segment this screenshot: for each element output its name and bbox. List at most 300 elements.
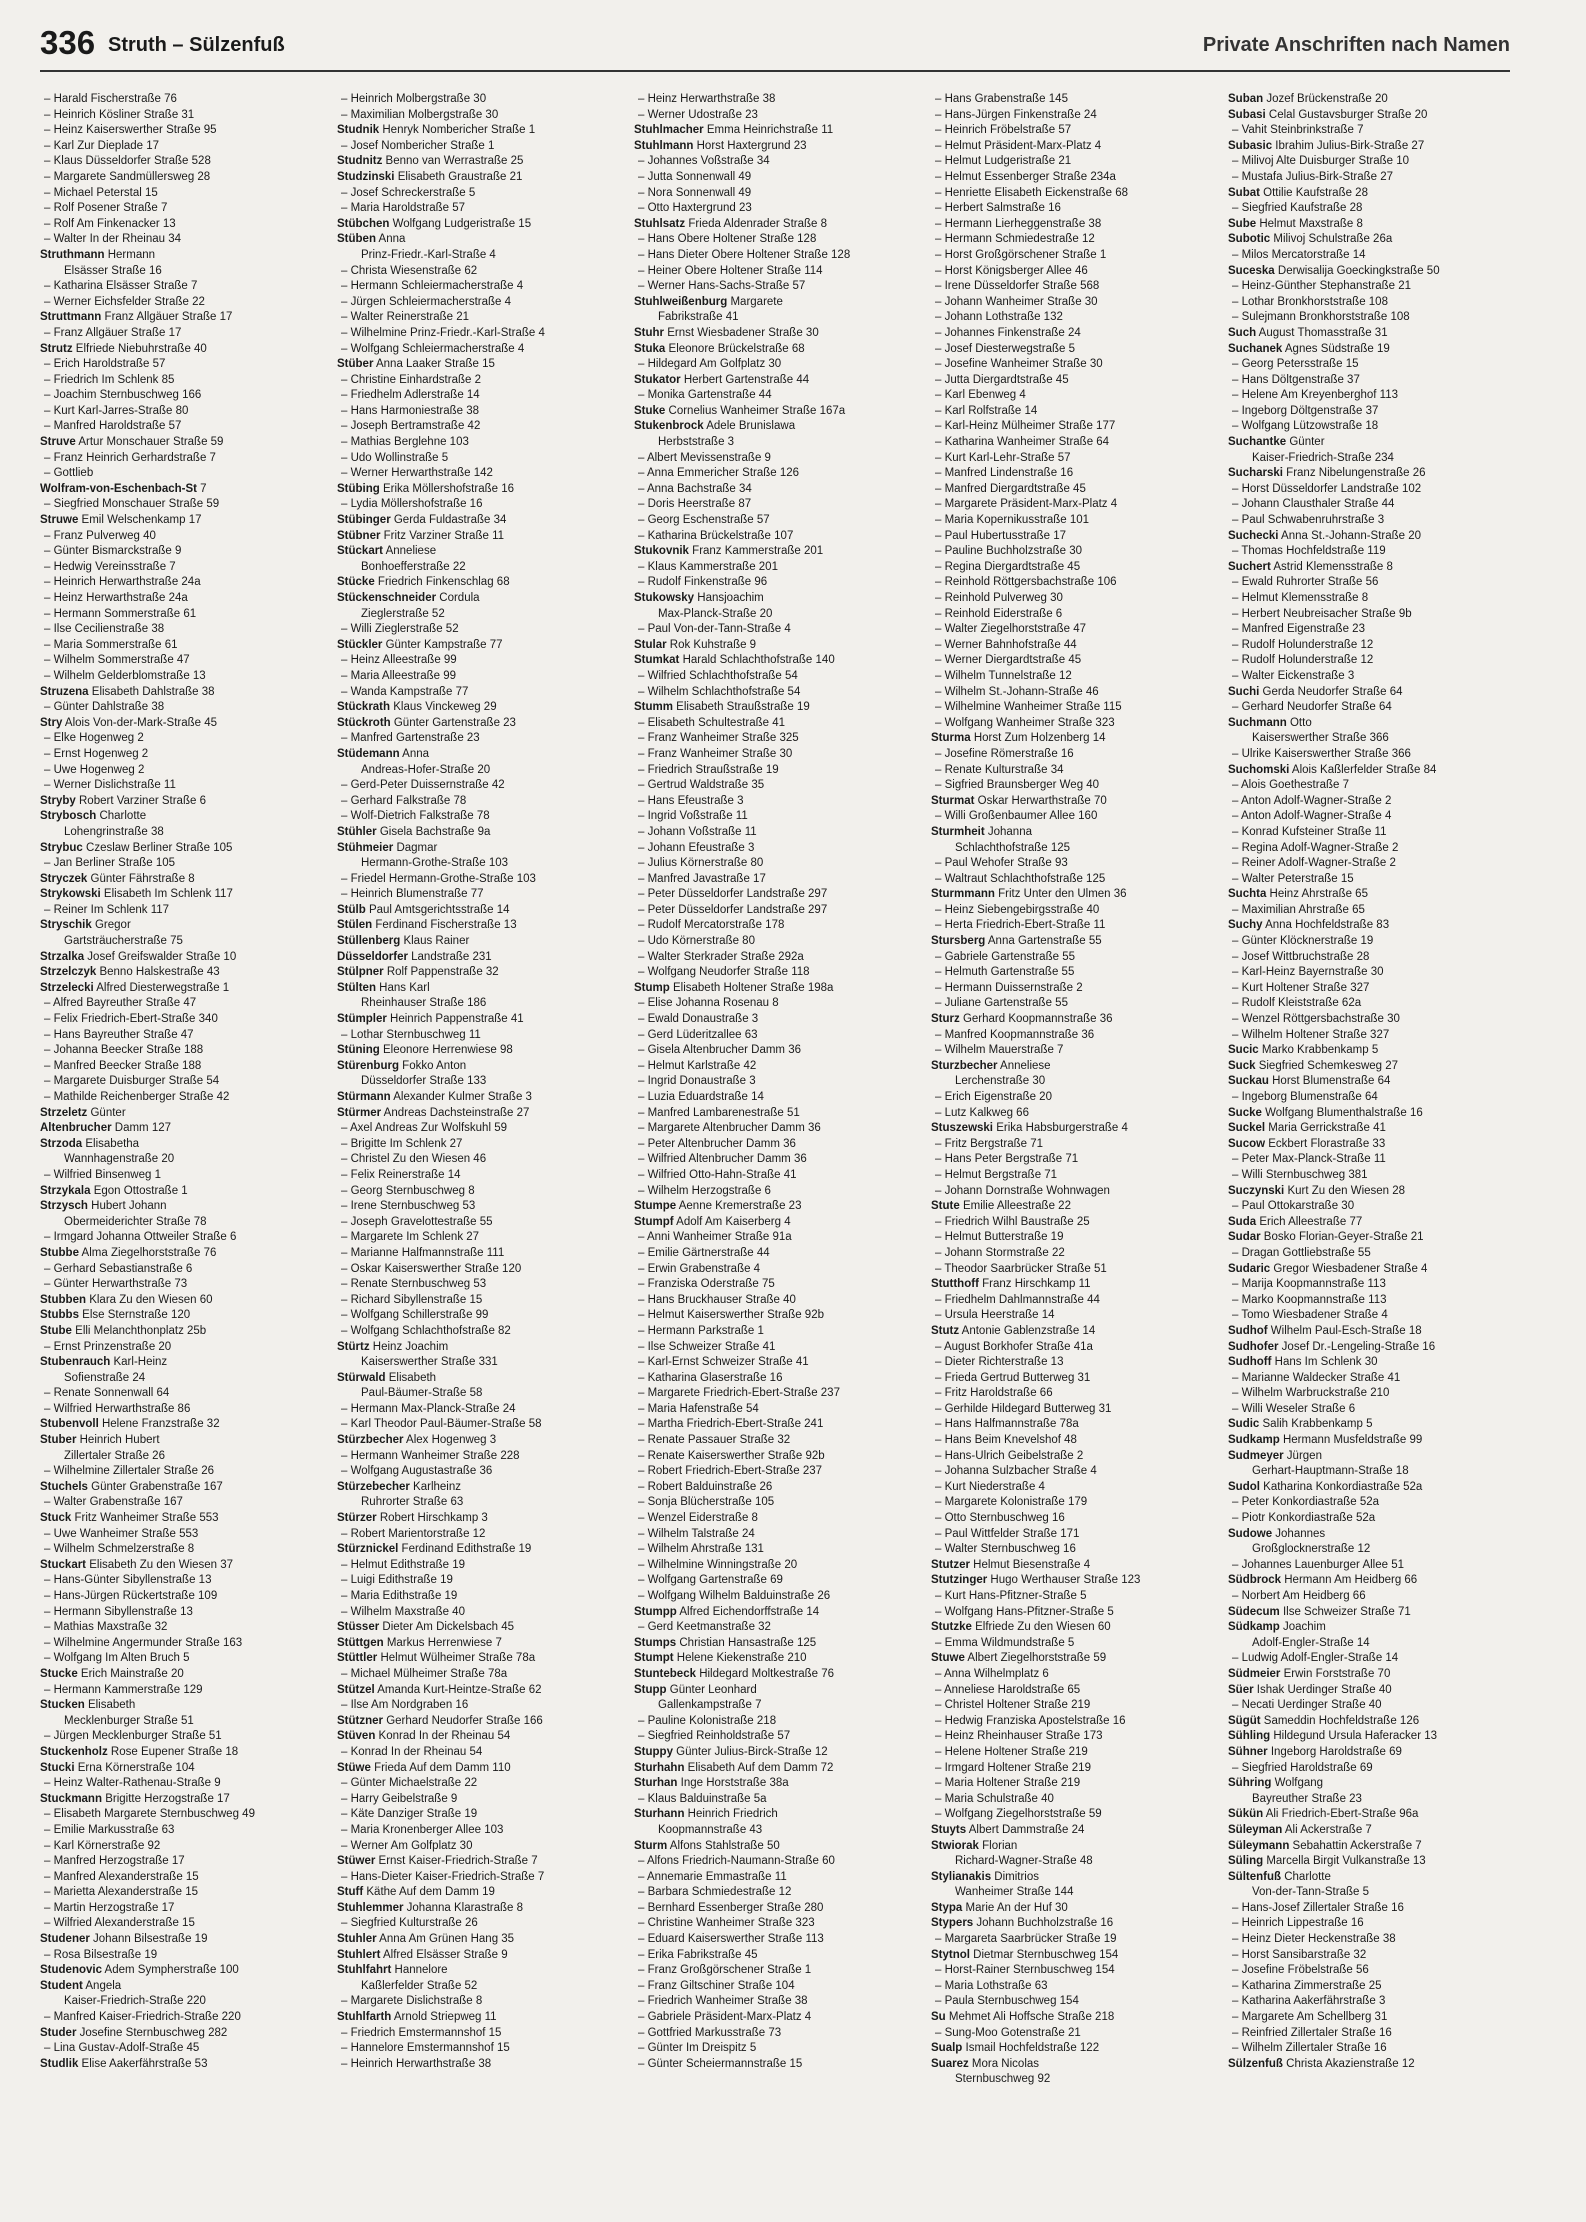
- directory-entry: – Helmut Essenberger Straße 234a: [935, 170, 1116, 183]
- directory-entry: – Mustafa Julius-Birk-Straße 27: [1232, 170, 1394, 183]
- directory-entry: Su Mehmet Ali Hoffsche Straße 218: [931, 2011, 1115, 2024]
- directory-entry: – Paul Schwabenruhrstraße 3: [1232, 514, 1385, 527]
- directory-entry: Stückroth Günter Gartenstraße 23: [337, 716, 516, 729]
- directory-entry: – Martin Herzogstraße 17: [44, 1901, 175, 1914]
- directory-entry: Stuckenholz Rose Eupener Straße 18: [40, 1745, 239, 1758]
- directory-entry: Sudic Salih Krabbenkamp 5: [1228, 1418, 1373, 1431]
- directory-entry: Stübing Erika Möllershofstraße 16: [337, 482, 515, 495]
- directory-entry: Stuhlmacher Emma Heinrichstraße 11: [634, 124, 834, 137]
- directory-entry: – Günter Scheiermannstraße 15: [638, 2057, 803, 2070]
- directory-entry: – Vahit Steinbrinkstraße 7: [1232, 124, 1364, 137]
- directory-entry: – Heinz Siebengebirgsstraße 40: [935, 903, 1100, 916]
- directory-entry: Lerchenstraße 30: [955, 1075, 1046, 1088]
- directory-entry: – Karl Theodor Paul-Bäumer-Straße 58: [341, 1418, 542, 1431]
- directory-entry: – Konrad Kufsteiner Straße 11: [1232, 825, 1387, 838]
- directory-entry: – Walter Reinerstraße 21: [341, 311, 470, 324]
- directory-entry: – Walter Eickenstraße 3: [1232, 669, 1355, 682]
- directory-entry: Bonhoefferstraße 22: [361, 560, 466, 573]
- directory-entry: – Wilhelm Mauerstraße 7: [935, 1044, 1064, 1057]
- directory-entry: Gartsträucherstraße 75: [64, 935, 183, 948]
- directory-entry: Suda Erich Alleestraße 77: [1228, 1215, 1363, 1228]
- directory-entry: Stuhlweißenburg Margarete: [634, 295, 783, 308]
- directory-entry: – Norbert Am Heidberg 66: [1232, 1590, 1366, 1602]
- directory-entry: Stumpp Alfred Eichendorffstraße 14: [634, 1605, 820, 1618]
- directory-entry: – Reiner Im Schlenk 117: [44, 903, 170, 916]
- directory-entry: Altenbrucher Damm 127: [40, 1122, 172, 1135]
- directory-entry: – Hans-Dieter Kaiser-Friedrich-Straße 7: [341, 1870, 545, 1883]
- directory-entry: – Doris Heerstraße 87: [638, 498, 752, 511]
- directory-entry: – Wanda Kampstraße 77: [341, 685, 469, 698]
- directory-entry: – Renate Sonnenwall 64: [44, 1387, 170, 1400]
- directory-entry: – Heinz Alleestraße 99: [341, 654, 457, 667]
- directory-entry: – Josefine Fröbelstraße 56: [1232, 1964, 1369, 1977]
- directory-entry: Stuke Cornelius Wanheimer Straße 167a: [634, 404, 846, 417]
- directory-entry: – Wolfgang Schleiermacherstraße 4: [341, 342, 525, 355]
- directory-entry: – Paul Von-der-Tann-Straße 4: [638, 623, 791, 636]
- directory-entry: – Piotr Konkordiastraße 52a: [1232, 1512, 1376, 1525]
- directory-entry: – Ilse Cecilienstraße 38: [44, 623, 165, 636]
- directory-entry: – Joachim Sternbuschweg 166: [44, 389, 202, 402]
- directory-entry: – Siegfried Kulturstraße 26: [341, 1917, 478, 1930]
- directory-entry: Sturhan Inge Horststraße 38a: [634, 1777, 789, 1790]
- directory-entry: – Hermann Parkstraße 1: [638, 1324, 764, 1337]
- directory-entry: Sube Helmut Maxstraße 8: [1228, 217, 1363, 230]
- directory-entry: Stürzer Robert Hirschkamp 3: [337, 1512, 488, 1525]
- directory-entry: – Gertrud Waldstraße 35: [638, 779, 765, 792]
- directory-entry: – Manfred Alexanderstraße 15: [44, 1870, 199, 1883]
- directory-entry: – Gerd Keetmanstraße 32: [638, 1621, 771, 1634]
- directory-entry: Stumpe Aenne Kremerstraße 23: [634, 1200, 802, 1213]
- directory-entry: – Ingrid Donaustraße 3: [638, 1075, 756, 1088]
- directory-entry: Stucke Erich Mainstraße 20: [40, 1667, 184, 1680]
- directory-entry: – Wilhelmine Winningstraße 20: [638, 1558, 798, 1571]
- directory-entry: – Marko Koopmannstraße 113: [1232, 1293, 1387, 1306]
- directory-entry: – Maria Edithstraße 19: [341, 1590, 458, 1602]
- directory-entry: – Paul Wittfelder Straße 171: [935, 1527, 1080, 1540]
- directory-entry: Subat Ottilie Kaufstraße 28: [1228, 186, 1368, 199]
- directory-entry: – Annemarie Emmastraße 11: [638, 1870, 787, 1883]
- directory-entry: – Pauline Kolonistraße 218: [638, 1714, 777, 1727]
- directory-entry: – Jürgen Schleiermacherstraße 4: [341, 295, 512, 308]
- directory-entry: Stübchen Wolfgang Ludgeristraße 15: [337, 217, 532, 230]
- directory-entry: – Josef Schreckerstraße 5: [341, 186, 476, 199]
- directory-entry: Stürtz Heinz Joachim: [337, 1340, 449, 1353]
- directory-entry: – Harald Fischerstraße 76: [44, 93, 177, 105]
- directory-entry: – Irene Düsseldorfer Straße 568: [935, 280, 1100, 293]
- directory-entry: – Manfred Gartenstraße 23: [341, 732, 480, 745]
- directory-entry: – Elise Johanna Rosenau 8: [638, 997, 779, 1010]
- directory-entry: Südkamp Joachim: [1228, 1621, 1326, 1634]
- directory-entry: – Reiner Adolf-Wagner-Straße 2: [1232, 857, 1396, 870]
- directory-entry: Sügüt Sameddin Hochfeldstraße 126: [1228, 1714, 1420, 1727]
- directory-entry: Stuckart Elisabeth Zu den Wiesen 37: [40, 1558, 234, 1571]
- directory-entry: – Walter Ziegelhorststraße 47: [935, 623, 1087, 636]
- directory-entry: – Franz Heinrich Gerhardstraße 7: [44, 451, 216, 464]
- directory-entry: Struttmann Franz Allgäuer Straße 17: [40, 311, 233, 324]
- directory-entry: – Heinz Dieter Heckenstraße 38: [1232, 1933, 1396, 1946]
- directory-entry: Stumm Elisabeth Straußstraße 19: [634, 701, 810, 714]
- directory-entry: – Hermann Duissernstraße 2: [935, 981, 1083, 994]
- directory-entry: – Helmut Ludgeristraße 21: [935, 155, 1072, 168]
- column-1: [40, 92, 337, 2192]
- directory-entry: – August Borkhofer Straße 41a: [935, 1340, 1093, 1353]
- directory-entry: – Ludwig Adolf-Engler-Straße 14: [1232, 1652, 1399, 1665]
- directory-entry: – Hans Beim Knevelshof 48: [935, 1434, 1077, 1447]
- directory-entry: Suarez Mora Nicolas: [931, 2057, 1040, 2070]
- directory-entry: – Gerd Lüderitzallee 63: [638, 1028, 758, 1041]
- directory-entry: – Rudolf Holunderstraße 12: [1232, 638, 1374, 651]
- directory-entry: – Friedhelm Dahlmannstraße 44: [935, 1293, 1100, 1306]
- directory-entry: – Hans Halfmannstraße 78a: [935, 1418, 1079, 1431]
- directory-entry: – Wolfgang Hans-Pfitzner-Straße 5: [935, 1605, 1114, 1618]
- directory-entry: – Heinrich Lippestraße 16: [1232, 1917, 1364, 1930]
- directory-entry: – Marianne Waldecker Straße 41: [1232, 1371, 1401, 1384]
- directory-entry: Wanheimer Straße 144: [955, 1886, 1074, 1899]
- directory-entry: – Harry Geibelstraße 9: [341, 1792, 458, 1805]
- directory-entry: – Karl-Heinz Bayernstraße 30: [1232, 966, 1384, 979]
- directory-entry: – Katharina Zimmerstraße 25: [1232, 1979, 1382, 1992]
- directory-entry: Stukator Herbert Gartenstraße 44: [634, 373, 810, 386]
- directory-entry: – Hedwig Vereinsstraße 7: [44, 560, 176, 573]
- directory-entry: – Manfred Haroldstraße 57: [44, 420, 182, 433]
- directory-entry: – Karl Ebenweg 4: [935, 389, 1026, 402]
- directory-entry: – Rudolf Holunderstraße 12: [1232, 654, 1374, 667]
- directory-entry: – Erich Haroldstraße 57: [44, 358, 166, 371]
- directory-entry: – Alfons Friedrich-Naumann-Straße 60: [638, 1855, 835, 1868]
- directory-entry: – Walter Grabenstraße 167: [44, 1496, 183, 1509]
- directory-entry: – Elke Hogenweg 2: [44, 732, 144, 745]
- directory-entry: – Wilhelm Warbruckstraße 210: [1232, 1387, 1390, 1400]
- directory-entry: – Johann Dornstraße Wohnwagen: [935, 1184, 1110, 1197]
- directory-entry: – Wilfried Altenbrucher Damm 36: [638, 1153, 807, 1166]
- directory-entry: – Barbara Schmiedestraße 12: [638, 1886, 792, 1899]
- directory-entry: Stubben Klara Zu den Wiesen 60: [40, 1293, 213, 1306]
- directory-entry: – Siegfried Kaufstraße 28: [1232, 202, 1363, 215]
- directory-entry: Sültenfuß Charlotte: [1228, 1870, 1331, 1883]
- directory-entry: Sternbuschweg 92: [955, 2073, 1051, 2086]
- directory-entry: – Peter Altenbrucher Damm 36: [638, 1137, 796, 1150]
- directory-entry: – Wolfgang Im Alten Bruch 5: [44, 1652, 190, 1665]
- directory-entry: Sturmat Oskar Herwarthstraße 70: [931, 794, 1107, 807]
- directory-entry: Suban Jozef Brückenstraße 20: [1228, 93, 1388, 105]
- directory-entry: – Lutz Kalkweg 66: [935, 1106, 1029, 1119]
- directory-entry: – Karl Rolfstraße 14: [935, 404, 1038, 417]
- directory-entry: Stüber Anna Laaker Straße 15: [337, 358, 495, 371]
- directory-entry: Struzena Elisabeth Dahlstraße 38: [40, 685, 215, 698]
- directory-entry: – Wilfried Binsenweg 1: [44, 1168, 161, 1181]
- column-5: [1228, 92, 1525, 2192]
- directory-entry: – Georg Petersstraße 15: [1232, 358, 1359, 371]
- directory-entry: – Herta Friedrich-Ebert-Straße 11: [935, 919, 1106, 932]
- directory-entry: Stürenburg Fokko Anton: [337, 1059, 467, 1072]
- directory-entry: Stubbe Alma Ziegelhorststraße 76: [40, 1246, 217, 1259]
- directory-entry: – Rolf Am Finkenacker 13: [44, 217, 176, 230]
- directory-entry: – Maria Haroldstraße 57: [341, 202, 465, 215]
- directory-entry: Wolfram-von-Eschenbach-St 7: [40, 482, 207, 495]
- directory-entry: – Rudolf Mercatorstraße 178: [638, 919, 785, 932]
- directory-entry: Stuyts Albert Dammstraße 24: [931, 1823, 1085, 1836]
- directory-entry: – Kurt Karl-Lehr-Straße 57: [935, 451, 1071, 464]
- directory-entry: Stürmer Andreas Dachsteinstraße 27: [337, 1106, 530, 1119]
- directory-entry: Stürznickel Ferdinand Edithstraße 19: [337, 1543, 532, 1556]
- directory-entry: Sucic Marko Krabbenkamp 5: [1228, 1044, 1379, 1057]
- directory-entry: Strybuc Czeslaw Berliner Straße 105: [40, 841, 233, 854]
- directory-entry: – Johann Voßstraße 11: [638, 825, 757, 838]
- directory-entry: Stuhlemmer Johanna Klarastraße 8: [337, 1901, 524, 1914]
- directory-entry: – Ewald Donaustraße 3: [638, 1013, 759, 1026]
- directory-entry: – Regina Diergardtstraße 45: [935, 560, 1081, 573]
- directory-entry: – Johanna Sulzbacher Straße 4: [935, 1465, 1097, 1478]
- directory-entry: – Jutta Diergardtstraße 45: [935, 373, 1069, 386]
- directory-entry: – Franz Großgörschener Straße 1: [638, 1964, 812, 1977]
- directory-columns: [40, 92, 1525, 2192]
- directory-entry: – Emma Wildmundstraße 5: [935, 1636, 1075, 1649]
- directory-entry: – Johanna Beecker Straße 188: [44, 1044, 204, 1057]
- directory-entry: – Wilhelm Maxstraße 40: [341, 1605, 465, 1618]
- directory-entry: – Werner Eichsfelder Straße 22: [44, 295, 205, 308]
- directory-entry: – Wilhelmine Wanheimer Straße 115: [935, 701, 1122, 714]
- directory-entry: – Renate Kaiserswerther Straße 92b: [638, 1449, 825, 1462]
- directory-entry: – Günter Bismarckstraße 9: [44, 545, 182, 558]
- directory-entry: – Heiner Obere Holtener Straße 114: [638, 264, 823, 277]
- directory-entry: Sturma Horst Zum Holzenberg 14: [931, 732, 1106, 745]
- directory-entry: – Josefine Römerstraße 16: [935, 747, 1074, 760]
- directory-entry: Stute Emilie Alleestraße 22: [931, 1200, 1071, 1213]
- directory-entry: Strzalka Josef Greifswalder Straße 10: [40, 950, 237, 963]
- directory-entry: Stry Alois Von-der-Mark-Straße 45: [40, 716, 218, 729]
- directory-entry: Düsseldorfer Landstraße 231: [337, 950, 492, 963]
- directory-entry: – Maria Lothstraße 63: [935, 1979, 1048, 1992]
- directory-entry: – Peter Max-Planck-Straße 11: [1232, 1153, 1386, 1166]
- directory-entry: – Henriette Elisabeth Eickenstraße 68: [935, 186, 1129, 199]
- directory-entry: – Wenzel Eiderstraße 8: [638, 1512, 758, 1525]
- directory-entry: – Karl-Ernst Schweizer Straße 41: [638, 1356, 809, 1369]
- directory-entry: Stutz Antonie Gablenzstraße 14: [931, 1324, 1096, 1337]
- directory-entry: – Gottfried Markusstraße 73: [638, 2026, 782, 2039]
- directory-entry: Stückenschneider Cordula: [337, 592, 480, 604]
- directory-entry: – Marietta Alexanderstraße 15: [44, 1886, 199, 1899]
- directory-entry: – Irmgard Johanna Ottweiler Straße 6: [44, 1231, 237, 1244]
- directory-entry: Stucki Erna Körnerstraße 104: [40, 1761, 195, 1774]
- directory-entry: – Hermann Kammerstraße 129: [44, 1683, 203, 1696]
- directory-entry: – Heinz Walter-Rathenau-Straße 9: [44, 1777, 221, 1790]
- directory-entry: – Wilhelm Ahrstraße 131: [638, 1543, 764, 1556]
- directory-entry: – Emilie Markusstraße 63: [44, 1823, 175, 1836]
- directory-entry: – Wilhelmine Angermunder Straße 163: [44, 1636, 243, 1649]
- directory-entry: – Anton Adolf-Wagner-Straße 2: [1232, 794, 1392, 807]
- directory-entry: – Hans Obere Holtener Straße 128: [638, 233, 817, 246]
- directory-entry: – Fritz Bergstraße 71: [935, 1137, 1044, 1150]
- directory-entry: Strzelecki Alfred Diesterwegstraße 1: [40, 981, 230, 994]
- directory-entry: Suchert Astrid Klemensstraße 8: [1228, 560, 1393, 573]
- directory-entry: Strzoda Elisabetha: [40, 1137, 140, 1150]
- directory-entry: – Kurt Karl-Jarres-Straße 80: [44, 404, 189, 417]
- column-4: [931, 92, 1228, 2192]
- directory-entry: – Katharina Glaserstraße 16: [638, 1371, 783, 1384]
- directory-entry: – Helmut Bergstraße 71: [935, 1168, 1058, 1181]
- directory-entry: – Robert Marientorstraße 12: [341, 1527, 486, 1540]
- directory-entry: Süer Ishak Uerdinger Straße 40: [1228, 1683, 1392, 1696]
- directory-entry: – Pauline Buchholzstraße 30: [935, 545, 1083, 558]
- directory-entry: Struwe Emil Welschenkamp 17: [40, 514, 202, 527]
- directory-entry: – Wilhelm Tunnelstraße 12: [935, 669, 1072, 682]
- directory-entry: – Wilhelm Talstraße 24: [638, 1527, 755, 1540]
- directory-entry: Andreas-Hofer-Straße 20: [361, 763, 491, 776]
- directory-entry: Sucow Eckbert Florastraße 33: [1228, 1137, 1386, 1150]
- directory-entry: – Johann Efeustraße 3: [638, 841, 755, 854]
- directory-entry: – Alois Goethestraße 7: [1232, 779, 1349, 792]
- directory-entry: Stubenvoll Helene Franzstraße 32: [40, 1418, 220, 1431]
- directory-entry: – Milos Mercatorstraße 14: [1232, 248, 1366, 261]
- directory-entry: – Willi Großenbaumer Allee 160: [935, 810, 1098, 823]
- directory-entry: Stuhlfarth Arnold Striepweg 11: [337, 2011, 497, 2024]
- directory-entry: – Mathilde Reichenberger Straße 42: [44, 1091, 230, 1103]
- directory-entry: – Irene Sternbuschweg 53: [341, 1200, 476, 1213]
- directory-entry: – Günter Im Dreispitz 5: [638, 2042, 757, 2055]
- directory-entry: – Paul Ottokarstraße 30: [1232, 1200, 1355, 1213]
- directory-entry: – Friedrich Straußstraße 19: [638, 763, 779, 776]
- directory-entry: Suckel Maria Gerrickstraße 41: [1228, 1122, 1386, 1135]
- directory-entry: – Hans-Ulrich Geibelstraße 2: [935, 1449, 1084, 1462]
- directory-entry: – Horst Königsberger Allee 46: [935, 264, 1088, 277]
- directory-entry: – Siegfried Monschauer Straße 59: [44, 498, 220, 511]
- directory-entry: Suceska Derwisalija Goeckingkstraße 50: [1228, 264, 1440, 277]
- directory-entry: – Manfred Lindenstraße 16: [935, 467, 1074, 480]
- directory-entry: Stuhler Anna Am Grünen Hang 35: [337, 1933, 515, 1946]
- directory-entry: Stuchels Günter Grabenstraße 167: [40, 1480, 223, 1493]
- directory-entry: – Maria Hafenstraße 54: [638, 1402, 759, 1415]
- directory-entry: – Marianne Halfmannstraße 111: [341, 1246, 505, 1259]
- directory-entry: – Reinhold Eiderstraße 6: [935, 607, 1063, 620]
- directory-entry: Student Angela: [40, 1979, 122, 1992]
- directory-entry: – Anneliese Haroldstraße 65: [935, 1683, 1081, 1696]
- directory-entry: – Wolfgang Lützowstraße 18: [1232, 420, 1379, 433]
- directory-entry: Stryby Robert Varziner Straße 6: [40, 794, 206, 807]
- directory-entry: Stubenrauch Karl-Heinz: [40, 1356, 168, 1369]
- directory-entry: – Wolfgang Schillerstraße 99: [341, 1309, 489, 1322]
- directory-entry: – Manfred Javastraße 17: [638, 872, 766, 885]
- directory-entry: – Joseph Gravelottestraße 55: [341, 1215, 493, 1228]
- directory-entry: – Werner Dislichstraße 11: [44, 779, 176, 792]
- directory-entry: Rheinhauser Straße 186: [361, 997, 487, 1010]
- directory-entry: – Jan Berliner Straße 105: [44, 857, 176, 870]
- directory-entry: – Werner Am Golfplatz 30: [341, 1839, 473, 1852]
- page-header: [40, 22, 1510, 72]
- directory-entry: – Heinrich Molbergstraße 30: [341, 93, 487, 105]
- directory-entry: – Katharina Wanheimer Straße 64: [935, 436, 1110, 449]
- directory-entry: – Milivoj Alte Duisburger Straße 10: [1232, 155, 1410, 168]
- directory-entry: – Frieda Gertrud Butterweg 31: [935, 1371, 1091, 1384]
- directory-entry: – Maximilian Molbergstraße 30: [341, 108, 499, 121]
- directory-entry: Kaiserswerther Straße 331: [361, 1356, 498, 1369]
- directory-entry: – Fritz Haroldstraße 66: [935, 1387, 1053, 1400]
- directory-entry: Sükün Ali Friedrich-Ebert-Straße 96a: [1228, 1808, 1419, 1821]
- directory-entry: – Wenzel Röttgersbachstraße 30: [1232, 1013, 1400, 1026]
- directory-entry: Stumkat Harald Schlachthofstraße 140: [634, 654, 835, 667]
- directory-entry: – Helmut Edithstraße 19: [341, 1558, 466, 1571]
- directory-entry: Sudkamp Hermann Musfeldstraße 99: [1228, 1434, 1423, 1447]
- directory-entry: Paul-Bäumer-Straße 58: [361, 1387, 483, 1400]
- directory-entry: – Josef Diesterwegstraße 5: [935, 342, 1075, 355]
- directory-entry: – Wilhelm Zillertaler Straße 16: [1232, 2042, 1387, 2055]
- directory-entry: Stückart Anneliese: [337, 545, 437, 558]
- directory-entry: Stützner Gerhard Neudorfer Straße 166: [337, 1714, 543, 1727]
- directory-entry: – Jutta Sonnenwall 49: [638, 170, 752, 183]
- directory-entry: – Kurt Niederstraße 4: [935, 1480, 1045, 1493]
- directory-entry: – Hans Döltgenstraße 37: [1232, 373, 1360, 386]
- directory-entry: Stryschik Gregor: [40, 919, 131, 932]
- directory-entry: – Katharina Brückelstraße 107: [638, 529, 794, 542]
- directory-entry: – Hans Peter Bergstraße 71: [935, 1153, 1079, 1166]
- directory-entry: – Wilhelmine Prinz-Friedr.-Karl-Straße 4: [341, 326, 545, 339]
- directory-entry: – Helmut Präsident-Marx-Platz 4: [935, 139, 1102, 152]
- directory-entry: Stukenbrock Adele Brunislawa: [634, 420, 796, 433]
- directory-entry: Stube Elli Melanchthonplatz 25b: [40, 1324, 207, 1337]
- directory-entry: Stumpt Helene Kiekenstraße 210: [634, 1652, 807, 1665]
- directory-entry: – Anton Adolf-Wagner-Straße 4: [1232, 810, 1392, 823]
- directory-entry: Sudhof Wilhelm Paul-Esch-Straße 18: [1228, 1324, 1422, 1337]
- directory-entry: – Karl-Heinz Mülheimer Straße 177: [935, 420, 1116, 433]
- directory-entry: – Michael Mülheimer Straße 78a: [341, 1667, 508, 1680]
- directory-entry: – Wilhelm Holtener Straße 327: [1232, 1028, 1390, 1041]
- directory-entry: – Franz Pulverweg 40: [44, 529, 156, 542]
- directory-entry: Stücke Friedrich Finkenschlag 68: [337, 576, 510, 589]
- directory-entry: Stumps Christian Hansastraße 125: [634, 1636, 817, 1649]
- directory-entry: – Lina Gustav-Adolf-Straße 45: [44, 2042, 200, 2055]
- directory-entry: – Horst Sansibarstraße 32: [1232, 1948, 1367, 1961]
- directory-entry: Stürmann Alexander Kulmer Straße 3: [337, 1091, 532, 1103]
- directory-entry: Suchanek Agnes Südstraße 19: [1228, 342, 1390, 355]
- directory-entry: Stubbs Else Sternstraße 120: [40, 1309, 191, 1322]
- directory-entry: – Maria Schulstraße 40: [935, 1792, 1054, 1805]
- directory-entry: Stüwe Frieda Auf dem Damm 110: [337, 1761, 511, 1774]
- directory-entry: Suchta Heinz Ahrstraße 65: [1228, 888, 1368, 901]
- directory-entry: – Luigi Edithstraße 19: [341, 1574, 453, 1587]
- directory-entry: – Gerhilde Hildegard Butterweg 31: [935, 1402, 1112, 1415]
- directory-entry: Lohengrinstraße 38: [64, 825, 164, 838]
- directory-entry: – Siegfried Haroldstraße 69: [1232, 1761, 1373, 1774]
- directory-entry: – Robert Friedrich-Ebert-Straße 237: [638, 1465, 823, 1478]
- directory-entry: Stüllenberg Klaus Rainer: [337, 935, 470, 948]
- directory-entry: Schlachthofstraße 125: [955, 841, 1071, 854]
- directory-entry: – Manfred Eigenstraße 23: [1232, 623, 1365, 636]
- directory-entry: – Hans Efeustraße 3: [638, 794, 744, 807]
- directory-entry: Sturhann Heinrich Friedrich: [634, 1808, 778, 1821]
- directory-entry: – Gottlieb: [44, 467, 94, 480]
- directory-entry: Sudaric Gregor Wiesbadener Straße 4: [1228, 1262, 1428, 1275]
- directory-entry: Suczynski Kurt Zu den Wiesen 28: [1228, 1184, 1406, 1197]
- directory-entry: – Ernst Prinzenstraße 20: [44, 1340, 172, 1353]
- directory-entry: Stuhlfahrt Hannelore: [337, 1964, 448, 1977]
- directory-entry: – Sonja Blücherstraße 105: [638, 1496, 775, 1509]
- directory-entry: – Elisabeth Margarete Sternbuschweg 49: [44, 1808, 255, 1821]
- directory-entry: – Alfred Bayreuther Straße 47: [44, 997, 197, 1010]
- directory-entry: Sofienstraße 24: [64, 1371, 146, 1384]
- directory-entry: Stuck Fritz Wanheimer Straße 553: [40, 1512, 219, 1525]
- directory-entry: Stülb Paul Amtsgerichtsstraße 14: [337, 903, 510, 916]
- directory-entry: Strzeletz Günter: [40, 1106, 126, 1119]
- directory-entry: – Mathias Maxstraße 32: [44, 1621, 168, 1634]
- directory-entry: – Friedrich Wanheimer Straße 38: [638, 1995, 808, 2008]
- directory-entry: Strykowski Elisabeth Im Schlenk 117: [40, 888, 233, 901]
- directory-entry: – Sulejmann Bronkhorststraße 108: [1232, 311, 1410, 324]
- directory-entry: – Wilhelmine Zillertaler Straße 26: [44, 1465, 215, 1478]
- directory-entry: – Helene Am Kreyenberghof 113: [1232, 389, 1399, 402]
- directory-entry: Max-Planck-Straße 20: [658, 607, 773, 620]
- directory-entry: – Margarete Altenbrucher Damm 36: [638, 1122, 821, 1135]
- directory-entry: – Kurt Hans-Pfitzner-Straße 5: [935, 1590, 1087, 1602]
- directory-entry: – Wilhelm Schlachthofstraße 54: [638, 685, 801, 698]
